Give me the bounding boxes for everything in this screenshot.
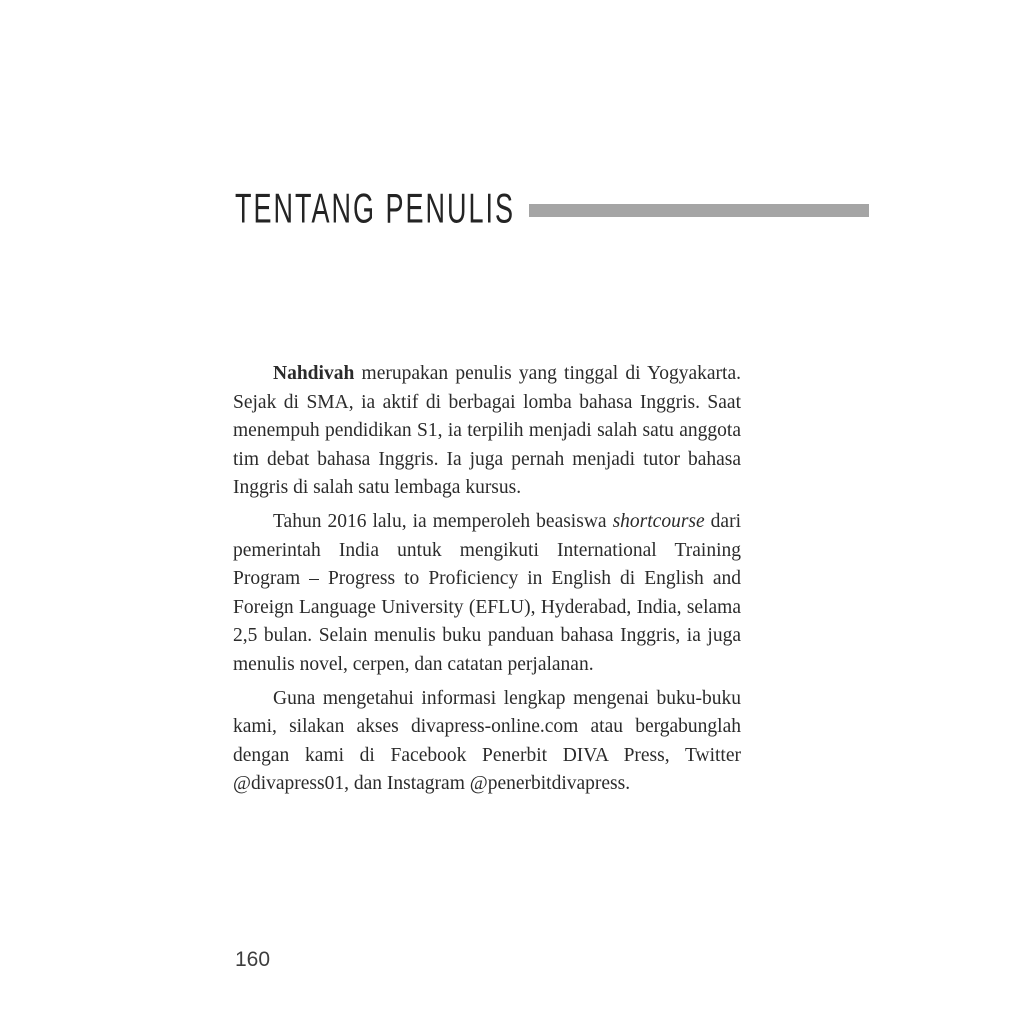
- chapter-title: TENTANG PENULIS: [235, 184, 516, 232]
- page-number: 160: [235, 948, 271, 971]
- paragraph-1: [233, 360, 741, 503]
- paragraph-1-text: merupakan penulis yang tinggal di Yogyakarta. Sejak di SMA, ia aktif di berbagai lomba bahasa Inggris. Saat menempuh pendidikan S1, ia terpilih menjadi salah satu anggota tim debat bahasa Inggris. Ia juga pernah menjadi tutor bahasa Inggris di salah satu lembaga kursus.: [233, 363, 741, 499]
- chapter-heading-row: [235, 183, 869, 235]
- paragraph-2-italic-word: shortcourse: [612, 510, 705, 532]
- paragraph-3-text: Guna mengetahui informasi lengkap mengenai buku-buku kami, silakan akses divapress-online.com atau bergabunglah dengan kami di Facebook Penerbit DIVA Press, Twitter @divapress01, dan Instagram @penerbitdivapress.: [233, 687, 741, 795]
- about-author-text: [233, 360, 741, 804]
- paragraph-2-text-before: Tahun 2016 lalu, ia memperoleh beasiswa: [273, 510, 613, 532]
- paragraph-2-text-after: dari pemerintah India untuk mengikuti International Training Program – Progress to Proficiency in English di English and Foreign Language University (EFLU), Hyderabad, India, selama 2,5 bulan. Selain menulis buku panduan bahasa Inggris, ia juga menulis novel, cerpen, dan catatan perjalanan.: [233, 510, 741, 675]
- title-divider-bar: [529, 204, 869, 217]
- author-name: Nahdivah: [273, 363, 355, 384]
- paragraph-2: [233, 508, 741, 680]
- paragraph-3: [233, 685, 741, 799]
